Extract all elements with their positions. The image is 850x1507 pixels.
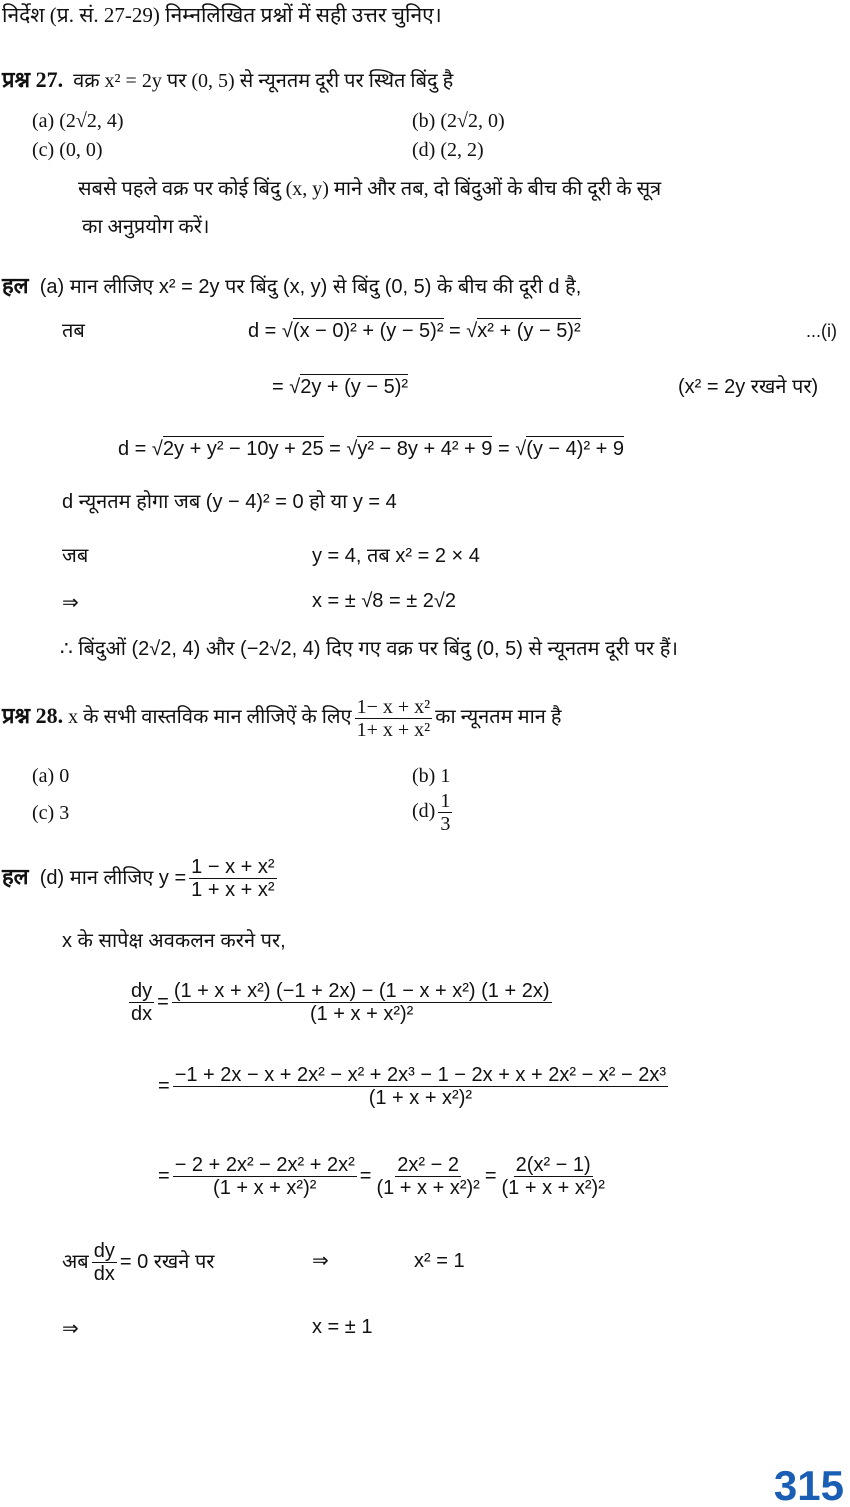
question-text: x के सभी वास्तविक मान लीजिऐं के लिए: [68, 706, 352, 729]
equation: [118, 438, 624, 460]
question-28: [2, 696, 562, 741]
eq-part: d = √: [248, 320, 293, 342]
dy-dx: [129, 980, 154, 1025]
numerator: (1 + x + x²) (−1 + 2x) − (1 − x + x²) (1 + 2x): [173, 980, 550, 1002]
equation: x = ± √8 = ± 2√2: [312, 590, 456, 612]
option-b: (b) (2√2, 0): [412, 110, 505, 132]
solution-text: (d) मान लीजिए y =: [39, 866, 187, 889]
page-number: 315: [773, 1462, 844, 1507]
solution-text: = 0 रखने पर: [119, 1250, 215, 1273]
denominator: dx: [93, 1263, 115, 1285]
equation: y = 4, तब x² = 2 × 4: [312, 545, 480, 567]
option-b: (b) 1: [412, 765, 451, 787]
question-text: का न्यूनतम मान है: [435, 706, 562, 729]
denominator: (1 + x + x²)²: [213, 1177, 317, 1199]
radicand: 2y + y² − 10y + 25: [162, 438, 324, 460]
solution-text: अब: [62, 1250, 89, 1273]
equation-ref: ...(i): [806, 321, 837, 341]
derivative-eq: [126, 980, 555, 1025]
denominator: dx: [131, 1003, 153, 1025]
solution-28-intro: [2, 856, 280, 901]
question-text: वक्र x² = 2y पर (0, 5) से न्यूनतम दूरी पर स्थित बिंदु है: [73, 70, 454, 92]
denominator: 1+ x + x²: [356, 719, 431, 741]
equation: [272, 376, 408, 398]
option-label: (d): [412, 800, 436, 823]
radicand: y² − 8y + 4² + 9: [357, 438, 493, 460]
numerator: 1: [440, 790, 451, 812]
fraction: [189, 856, 276, 901]
radicand: (x − 0)² + (y − 5)²: [292, 320, 444, 342]
eq-part: = √: [492, 438, 527, 460]
fraction: [173, 1154, 357, 1199]
numerator: 1 − x + x²: [191, 856, 275, 878]
set-zero-line: [62, 1240, 214, 1285]
radicand: (y − 4)² + 9: [526, 438, 625, 460]
numerator: 2(x² − 1): [515, 1154, 591, 1176]
numerator: − 2 + 2x² − 2x² + 2x²: [174, 1154, 355, 1176]
derivative-eq: [158, 1064, 671, 1109]
numerator: dy: [93, 1240, 115, 1262]
numerator: dy: [131, 980, 153, 1002]
eq-part: = √: [272, 376, 301, 398]
equation-note: (x² = 2y रखने पर): [678, 376, 819, 398]
implies-symbol: ⇒: [312, 1250, 329, 1272]
fraction: [172, 980, 552, 1025]
eq-part: = √: [443, 320, 478, 342]
solution-label: हल: [2, 273, 29, 298]
question-label: प्रश्न 27.: [2, 67, 64, 92]
implies-symbol: ⇒: [62, 1318, 79, 1340]
option-d: (d) (2, 2): [412, 139, 484, 161]
numerator: −1 + 2x − x + 2x² − x² + 2x³ − 1 − 2x + x + 2x² − x² − 2x³: [174, 1064, 667, 1086]
radicand: 2y + (y − 5)²: [300, 376, 409, 398]
hint-line: का अनुप्रयोग करें।: [82, 216, 210, 238]
denominator: 1 + x + x²: [191, 879, 275, 901]
tab-word: तब: [62, 320, 85, 342]
option-d: [412, 790, 455, 835]
conclusion: ∴ बिंदुओं (2√2, 4) और (−2√2, 4) दिए गए वक्र पर बिंदु (0, 5) से न्यूनतम दूरी पर हैं।: [60, 638, 678, 660]
solution-text: (a) मान लीजिए x² = 2y पर बिंदु (x, y) से बिंदु (0, 5) के बीच की दूरी d है,: [39, 276, 582, 298]
equals: =: [484, 1164, 497, 1187]
denominator: (1 + x + x²)²: [376, 1177, 480, 1199]
equation: [248, 320, 581, 342]
question-label: प्रश्न 28.: [2, 703, 64, 729]
derivative-eq: [158, 1154, 610, 1199]
jab-word: जब: [62, 545, 89, 567]
implies-symbol: ⇒: [62, 592, 79, 614]
equals: =: [158, 1164, 170, 1187]
option-c: (c) 3: [32, 802, 70, 824]
eq-part: = √: [323, 438, 358, 460]
fraction: [374, 1154, 481, 1199]
radicand: x² + (y − 5)²: [477, 320, 581, 342]
fraction: [438, 790, 452, 835]
equals: =: [157, 990, 169, 1013]
option-a: (a) 0: [32, 765, 70, 787]
hint-line: सबसे पहले वक्र पर कोई बिंदु (x, y) माने और तब, दो बिंदुओं के बीच की दूरी के सूत्र: [78, 178, 662, 200]
equation: x² = 1: [414, 1250, 465, 1272]
equals: =: [158, 1074, 170, 1097]
numerator: 1− x + x²: [356, 696, 431, 718]
fraction: [173, 1064, 668, 1109]
option-a: (a) (2√2, 4): [32, 110, 124, 132]
equation: x = ± 1: [312, 1316, 373, 1338]
directions: निर्देश (प्र. सं. 27-29) निम्नलिखित प्रश्नों में सही उत्तर चुनिए।: [2, 3, 442, 27]
denominator: (1 + x + x²)²: [501, 1177, 605, 1199]
solution-label: हल: [2, 863, 29, 889]
fraction: [500, 1154, 607, 1199]
numerator: 2x² − 2: [397, 1154, 459, 1176]
eq-part: d = √: [118, 438, 163, 460]
solution-27-intro: [2, 274, 581, 298]
dy-dx: [92, 1240, 117, 1285]
solution-text: x के सापेक्ष अवकलन करने पर,: [62, 930, 286, 952]
denominator: (1 + x + x²)²: [309, 1003, 414, 1025]
solution-text: d न्यूनतम होगा जब (y − 4)² = 0 हो या y = 4: [62, 491, 397, 513]
question-27: [2, 68, 453, 92]
denominator: (1 + x + x²)²: [368, 1087, 473, 1109]
denominator: 3: [440, 813, 451, 835]
equals: =: [359, 1164, 372, 1187]
option-c: (c) (0, 0): [32, 139, 103, 161]
fraction: [355, 696, 433, 741]
